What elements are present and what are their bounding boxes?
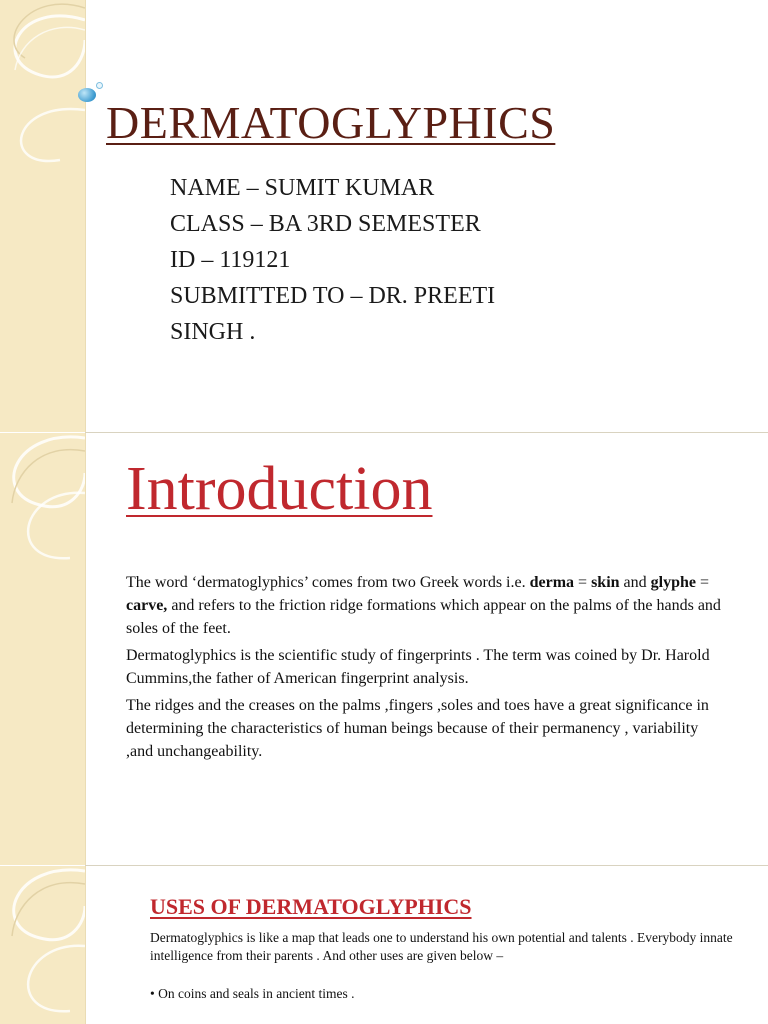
term-carve: carve, [126,597,168,614]
term-skin: skin [591,574,620,591]
uses-body [150,929,750,1013]
uses-heading: USES OF DERMATOGLYPHICS [150,894,472,919]
uses-list [150,985,750,1003]
slide-title-heading: DERMATOGLYPHICS [106,97,556,148]
text-span: and [619,574,651,591]
introduction-heading: Introduction [126,455,433,523]
info-submitted-to: SUBMITTED TO – DR. PREETI [170,283,496,309]
blue-bubble-icon [78,88,96,102]
info-id: ID – 119121 [170,247,291,273]
uses-intro: Dermatoglyphics is like a map that leads one to understand his own potential and talents . Everybody innate intelligence from their parents . And other uses are given below – [150,930,733,963]
text-span: = [574,574,592,591]
info-submitted-to-cont: SINGH . [170,319,256,345]
small-bubble-icon [96,82,103,89]
text-span: The word ‘dermatoglyphics’ comes from two Greek words i.e. [126,574,530,591]
slide-title [0,0,768,432]
swirl-decoration [0,866,85,1024]
info-name: NAME – SUMIT KUMAR [170,175,435,201]
info-class: CLASS – BA 3RD SEMESTER [170,211,481,237]
swirl-decoration [0,433,85,865]
list-item: • On coins and seals in ancient times . [150,986,355,1001]
intro-paragraph-1 [126,571,726,640]
presenter-info [170,170,590,350]
decorative-side-band [0,433,86,865]
text-span: = [695,574,710,591]
intro-paragraph-2: Dermatoglyphics is the scientific study of fingerprints . The term was coined by Dr. Harold Cummins,the father of American fingerprint analysis. [126,647,710,687]
term-glyphe: glyphe [650,574,696,591]
introduction-body [126,571,726,767]
text-span: and refers to the friction ridge formations which appear on the palms of the hands and soles of the feet. [126,597,721,637]
intro-paragraph-3: The ridges and the creases on the palms ,fingers ,soles and toes have a great significance in determining the characteristics of human beings because of their permanency , variability ,and unchangeability. [126,697,709,760]
swirl-decoration [0,0,85,432]
decorative-side-band [0,0,86,432]
decorative-side-band [0,866,86,1024]
term-derma: derma [529,574,575,591]
